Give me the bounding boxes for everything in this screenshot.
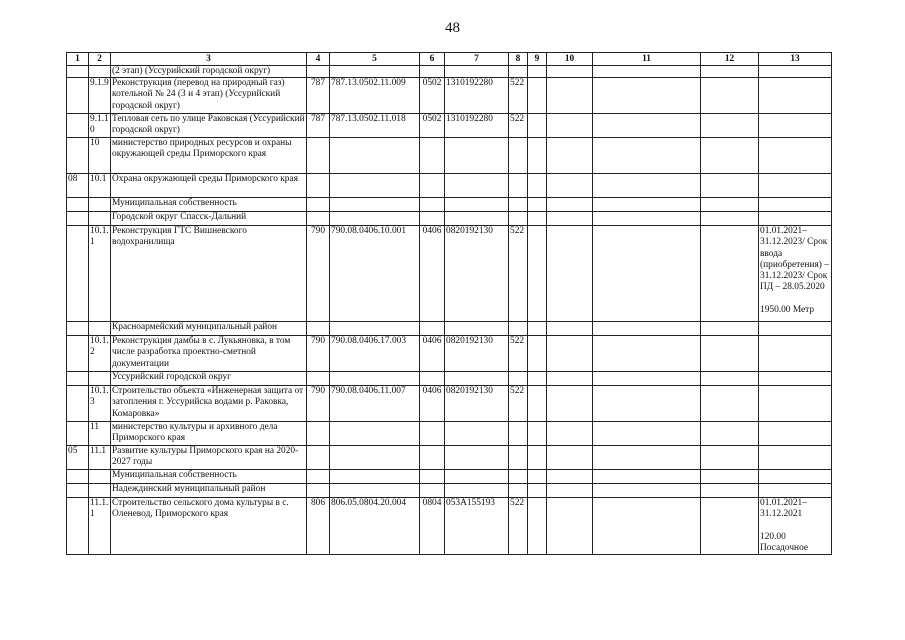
column-header-10: 10 — [547, 53, 593, 66]
cell-col-11 — [593, 226, 701, 322]
column-header-13: 13 — [759, 53, 832, 66]
cell-col-13 — [759, 174, 832, 198]
cell-col-12 — [701, 372, 759, 386]
cell-col-2 — [89, 470, 111, 484]
cell-col-3: министерство природных ресурсов и охраны окружающей среды Приморского края — [111, 138, 307, 174]
cell-col-11 — [593, 174, 701, 198]
cell-col-8 — [509, 446, 528, 470]
table-row — [67, 198, 832, 212]
table-row — [67, 372, 832, 386]
cell-col-7: 1310192280 — [445, 78, 509, 114]
cell-col-13 — [759, 212, 832, 226]
cell-col-7: 053А155193 — [445, 498, 509, 555]
cell-col-13: 01.01.2021–31.12.2021 120.00 Посадочное — [759, 498, 832, 555]
cell-col-10 — [547, 422, 593, 446]
cell-col-9 — [528, 336, 547, 372]
cell-col-8 — [509, 470, 528, 484]
cell-col-8 — [509, 66, 528, 78]
cell-col-5 — [330, 212, 420, 226]
cell-col-7 — [445, 138, 509, 174]
cell-col-2: 11.1 — [89, 446, 111, 470]
cell-col-13 — [759, 470, 832, 484]
cell-col-12 — [701, 336, 759, 372]
cell-col-1: 08 — [67, 174, 89, 198]
table-row — [67, 114, 832, 138]
cell-col-5 — [330, 322, 420, 336]
cell-col-5: 787.13.0502.11.009 — [330, 78, 420, 114]
cell-col-8 — [509, 174, 528, 198]
cell-col-12 — [701, 226, 759, 322]
cell-col-6 — [420, 322, 445, 336]
cell-col-6: 0406 — [420, 336, 445, 372]
cell-col-11 — [593, 198, 701, 212]
cell-col-10 — [547, 174, 593, 198]
cell-col-10 — [547, 336, 593, 372]
cell-col-3: Уссурийский городской округ — [111, 372, 307, 386]
cell-col-6 — [420, 422, 445, 446]
cell-col-5 — [330, 484, 420, 498]
cell-col-4: 787 — [307, 114, 330, 138]
table-body — [67, 66, 832, 555]
cell-col-4 — [307, 138, 330, 174]
cell-col-2: 9.1.1 0 — [89, 114, 111, 138]
column-header-9: 9 — [528, 53, 547, 66]
cell-col-5: 787.13.0502.11.018 — [330, 114, 420, 138]
cell-col-1 — [67, 470, 89, 484]
cell-col-12 — [701, 138, 759, 174]
cell-col-8 — [509, 212, 528, 226]
cell-col-1: 05 — [67, 446, 89, 470]
cell-col-13: 01.01.2021–31.12.2023/ Срок ввода (приобретения) – 31.12.2023/ Срок ПД – 28.05.2020 1950.00 Метр — [759, 226, 832, 322]
cell-col-12 — [701, 498, 759, 555]
cell-col-2 — [89, 212, 111, 226]
cell-col-10 — [547, 484, 593, 498]
cell-col-9 — [528, 66, 547, 78]
page-number: 48 — [445, 20, 460, 36]
cell-col-9 — [528, 114, 547, 138]
cell-col-6: 0406 — [420, 386, 445, 422]
cell-col-11 — [593, 484, 701, 498]
cell-col-13 — [759, 78, 832, 114]
cell-col-1 — [67, 212, 89, 226]
cell-col-3: Городской округ Спасск-Дальний — [111, 212, 307, 226]
cell-col-6 — [420, 446, 445, 470]
cell-col-7 — [445, 322, 509, 336]
cell-col-5 — [330, 198, 420, 212]
cell-col-10 — [547, 114, 593, 138]
cell-col-3: Строительство сельского дома культуры в с. Оленевод, Приморского края — [111, 498, 307, 555]
cell-col-6 — [420, 198, 445, 212]
cell-col-11 — [593, 212, 701, 226]
table-row — [67, 484, 832, 498]
table-row — [67, 470, 832, 484]
cell-col-5 — [330, 446, 420, 470]
cell-col-2: 11 — [89, 422, 111, 446]
cell-col-2: 10.1. 1 — [89, 226, 111, 322]
cell-col-1 — [67, 386, 89, 422]
cell-col-11 — [593, 372, 701, 386]
cell-col-7: 0820192130 — [445, 386, 509, 422]
cell-col-10 — [547, 386, 593, 422]
cell-col-9 — [528, 446, 547, 470]
cell-col-3: (2 этап) (Уссурийский городской округ) — [111, 66, 307, 78]
cell-col-6 — [420, 470, 445, 484]
cell-col-8: 522 — [509, 336, 528, 372]
cell-col-6 — [420, 174, 445, 198]
cell-col-3: Развитие культуры Приморского края на 2020-2027 годы — [111, 446, 307, 470]
cell-col-11 — [593, 386, 701, 422]
cell-col-4 — [307, 422, 330, 446]
table-row — [67, 212, 832, 226]
cell-col-4 — [307, 198, 330, 212]
cell-col-13 — [759, 372, 832, 386]
cell-col-8 — [509, 198, 528, 212]
cell-col-11 — [593, 138, 701, 174]
header-row — [67, 53, 832, 66]
cell-col-13 — [759, 66, 832, 78]
cell-col-10 — [547, 470, 593, 484]
cell-col-9 — [528, 174, 547, 198]
cell-col-11 — [593, 498, 701, 555]
cell-col-10 — [547, 138, 593, 174]
cell-col-1 — [67, 422, 89, 446]
cell-col-9 — [528, 372, 547, 386]
cell-col-9 — [528, 422, 547, 446]
cell-col-13 — [759, 484, 832, 498]
cell-col-1 — [67, 114, 89, 138]
cell-col-7: 1310192280 — [445, 114, 509, 138]
cell-col-10 — [547, 212, 593, 226]
table-row — [67, 226, 832, 322]
table-row — [67, 66, 832, 78]
cell-col-7 — [445, 212, 509, 226]
cell-col-8 — [509, 322, 528, 336]
cell-col-3: Муниципальная собственность — [111, 470, 307, 484]
cell-col-4 — [307, 372, 330, 386]
cell-col-3: Реконструкция (перевод на природный газ) котельной № 24 (3 и 4 этап) (Уссурийский городской округ) — [111, 78, 307, 114]
cell-col-12 — [701, 78, 759, 114]
cell-col-11 — [593, 336, 701, 372]
table-row — [67, 386, 832, 422]
cell-col-7 — [445, 446, 509, 470]
cell-col-8 — [509, 372, 528, 386]
cell-col-6: 0502 — [420, 114, 445, 138]
cell-col-8: 522 — [509, 386, 528, 422]
cell-col-2: 9.1.9 — [89, 78, 111, 114]
cell-col-3: Реконструкция дамбы в с. Лукьяновка, в том числе разработка проектно-сметной документации — [111, 336, 307, 372]
cell-col-3: Тепловая сеть по улице Раковская (Уссурийский городской округ) — [111, 114, 307, 138]
cell-col-4 — [307, 322, 330, 336]
cell-col-4: 790 — [307, 336, 330, 372]
cell-col-4 — [307, 470, 330, 484]
cell-col-4: 806 — [307, 498, 330, 555]
column-header-3: 3 — [111, 53, 307, 66]
column-header-5: 5 — [330, 53, 420, 66]
cell-col-8 — [509, 422, 528, 446]
cell-col-8: 522 — [509, 226, 528, 322]
table-row — [67, 78, 832, 114]
cell-col-12 — [701, 422, 759, 446]
cell-col-11 — [593, 114, 701, 138]
cell-col-2: 10.1 — [89, 174, 111, 198]
cell-col-10 — [547, 198, 593, 212]
cell-col-5 — [330, 174, 420, 198]
cell-col-2 — [89, 322, 111, 336]
cell-col-3: Красноармейский муниципальный район — [111, 322, 307, 336]
cell-col-7 — [445, 372, 509, 386]
cell-col-5 — [330, 138, 420, 174]
cell-col-6: 0406 — [420, 226, 445, 322]
cell-col-1 — [67, 372, 89, 386]
table-row — [67, 174, 832, 198]
cell-col-13 — [759, 322, 832, 336]
cell-col-6 — [420, 138, 445, 174]
cell-col-12 — [701, 174, 759, 198]
cell-col-10 — [547, 226, 593, 322]
cell-col-9 — [528, 198, 547, 212]
cell-col-11 — [593, 78, 701, 114]
cell-col-10 — [547, 498, 593, 555]
cell-col-12 — [701, 322, 759, 336]
cell-col-2: 10.1. 3 — [89, 386, 111, 422]
cell-col-3: Надеждинский муниципальный район — [111, 484, 307, 498]
cell-col-8: 522 — [509, 114, 528, 138]
column-header-11: 11 — [593, 53, 701, 66]
column-header-8: 8 — [509, 53, 528, 66]
cell-col-12 — [701, 484, 759, 498]
cell-col-9 — [528, 78, 547, 114]
cell-col-1 — [67, 66, 89, 78]
table-row — [67, 138, 832, 174]
cell-col-6 — [420, 372, 445, 386]
cell-col-1 — [67, 336, 89, 372]
cell-col-4 — [307, 446, 330, 470]
cell-col-1 — [67, 484, 89, 498]
cell-col-2: 10 — [89, 138, 111, 174]
cell-col-7 — [445, 66, 509, 78]
cell-col-3: Охрана окружающей среды Приморского края — [111, 174, 307, 198]
cell-col-3: Строительство объекта «Инженерная защита от затопления г. Уссурийска водами р. Раковка, Комаровка» — [111, 386, 307, 422]
column-header-7: 7 — [445, 53, 509, 66]
table-row — [67, 498, 832, 555]
cell-col-9 — [528, 470, 547, 484]
cell-col-13 — [759, 446, 832, 470]
cell-col-12 — [701, 386, 759, 422]
table-row — [67, 322, 832, 336]
cell-col-7: 0820192130 — [445, 226, 509, 322]
cell-col-6: 0502 — [420, 78, 445, 114]
cell-col-4 — [307, 484, 330, 498]
cell-col-8: 522 — [509, 498, 528, 555]
cell-col-7 — [445, 470, 509, 484]
cell-col-2 — [89, 66, 111, 78]
cell-col-9 — [528, 484, 547, 498]
cell-col-4 — [307, 174, 330, 198]
cell-col-5: 806.05.0804.20.004 — [330, 498, 420, 555]
column-header-1: 1 — [67, 53, 89, 66]
cell-col-7 — [445, 484, 509, 498]
cell-col-4: 787 — [307, 78, 330, 114]
cell-col-1 — [67, 498, 89, 555]
cell-col-4 — [307, 212, 330, 226]
cell-col-2 — [89, 484, 111, 498]
table-row — [67, 446, 832, 470]
cell-col-6 — [420, 484, 445, 498]
cell-col-9 — [528, 498, 547, 555]
table-row — [67, 422, 832, 446]
cell-col-9 — [528, 226, 547, 322]
cell-col-8 — [509, 484, 528, 498]
cell-col-5 — [330, 372, 420, 386]
cell-col-11 — [593, 446, 701, 470]
cell-col-9 — [528, 212, 547, 226]
cell-col-12 — [701, 66, 759, 78]
cell-col-10 — [547, 446, 593, 470]
column-header-4: 4 — [307, 53, 330, 66]
cell-col-8: 522 — [509, 78, 528, 114]
cell-col-1 — [67, 226, 89, 322]
cell-col-12 — [701, 446, 759, 470]
cell-col-7: 0820192130 — [445, 336, 509, 372]
cell-col-1 — [67, 322, 89, 336]
cell-col-12 — [701, 212, 759, 226]
cell-col-11 — [593, 66, 701, 78]
cell-col-2: 11.1. 1 — [89, 498, 111, 555]
cell-col-12 — [701, 470, 759, 484]
cell-col-9 — [528, 386, 547, 422]
cell-col-3: Муниципальная собственность — [111, 198, 307, 212]
cell-col-11 — [593, 422, 701, 446]
cell-col-3: Реконструкция ГТС Вишневского водохранилища — [111, 226, 307, 322]
cell-col-6 — [420, 212, 445, 226]
cell-col-1 — [67, 198, 89, 212]
cell-col-12 — [701, 114, 759, 138]
cell-col-7 — [445, 198, 509, 212]
data-table — [66, 52, 832, 555]
column-header-12: 12 — [701, 53, 759, 66]
cell-col-12 — [701, 198, 759, 212]
cell-col-3: министерство культуры и архивного дела Приморского края — [111, 422, 307, 446]
cell-col-8 — [509, 138, 528, 174]
cell-col-13 — [759, 386, 832, 422]
cell-col-5 — [330, 66, 420, 78]
cell-col-10 — [547, 322, 593, 336]
cell-col-7 — [445, 174, 509, 198]
cell-col-13 — [759, 198, 832, 212]
cell-col-13 — [759, 336, 832, 372]
cell-col-10 — [547, 78, 593, 114]
cell-col-6 — [420, 66, 445, 78]
cell-col-13 — [759, 422, 832, 446]
cell-col-2 — [89, 198, 111, 212]
cell-col-11 — [593, 322, 701, 336]
cell-col-2: 10.1. 2 — [89, 336, 111, 372]
cell-col-5: 790.08.0406.17.003 — [330, 336, 420, 372]
cell-col-9 — [528, 138, 547, 174]
cell-col-6: 0804 — [420, 498, 445, 555]
cell-col-5 — [330, 470, 420, 484]
cell-col-7 — [445, 422, 509, 446]
cell-col-5: 790.08.0406.10.001 — [330, 226, 420, 322]
column-header-6: 6 — [420, 53, 445, 66]
table-row — [67, 336, 832, 372]
cell-col-13 — [759, 114, 832, 138]
cell-col-4 — [307, 66, 330, 78]
cell-col-10 — [547, 66, 593, 78]
column-header-2: 2 — [89, 53, 111, 66]
cell-col-11 — [593, 470, 701, 484]
cell-col-1 — [67, 138, 89, 174]
cell-col-4: 790 — [307, 386, 330, 422]
cell-col-1 — [67, 78, 89, 114]
cell-col-10 — [547, 372, 593, 386]
cell-col-13 — [759, 138, 832, 174]
cell-col-5 — [330, 422, 420, 446]
cell-col-5: 790.08.0406.11.007 — [330, 386, 420, 422]
cell-col-4: 790 — [307, 226, 330, 322]
cell-col-9 — [528, 322, 547, 336]
cell-col-2 — [89, 372, 111, 386]
